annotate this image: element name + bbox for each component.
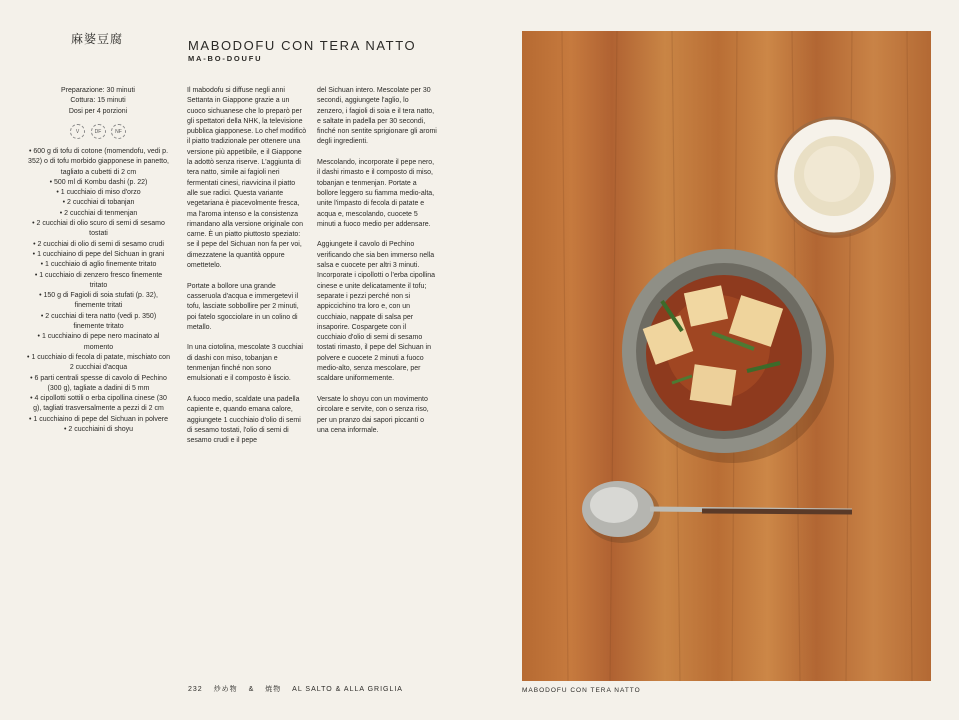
- ingredient-item: • 1 cucchiaio di zenzero fresco finemente tritato: [26, 271, 171, 292]
- section-jp: 炒め物: [213, 686, 238, 693]
- ingredient-item: • 6 parti centrali spesse di cavolo di Pechino (300 g), tagliate a dadini di 5 mm: [26, 374, 171, 395]
- ingredient-item: • 600 g di tofu di cotone (momendofu, vedi p. 352) o di tofu morbido giapponese in panetto, tagliato a cubetti di 2 cm: [26, 147, 171, 178]
- ingredient-item: • 2 cucchiai di tobanjan: [26, 198, 171, 208]
- method-paragraph: Portate a bollore una grande casseruola d'acqua e immergetevi il tofu, lasciate sobbollire per 2 minuti, poi fatelo sgocciolare in un colino di metallo.: [187, 282, 299, 331]
- diet-badges: [70, 124, 126, 139]
- method-paragraph: In una ciotolina, mescolate 3 cucchiai di dashi con miso, tobanjan e tenmenjan finché non sono emulsionati e il composto è liscio.: [187, 344, 303, 383]
- ingredient-item: • 1 cucchiaino di pepe del Sichuan in grani: [26, 250, 171, 260]
- dish-illustration: [522, 31, 931, 681]
- intro-paragraph: Il mabodofu si diffuse negli anni Settanta in Giappone grazie a un cuoco sichuanese che lo preparò per gli spettatori della NHK, la televisione pubblica giapponese. Lo chef modificò il piatto tradizionale per ottenere una versione più appetibile, e il Giappone la adottò senza riserve. L'aggiunta di tera natto, simile ai fagioli neri fermentati cinesi, riavvicina il piatto alle sue radici. Questa variante vegetariana è piacevolmente fresca, ma l'aroma intenso e la consistenza rimandano alla versione originale con carne. È un piatto piuttosto speziato: se il pepe del Sichuan non fa per voi, dimezzatene la quantità oppure omettetelo.: [187, 87, 307, 270]
- ingredient-item: • 2 cucchiai di tenmenjan: [26, 209, 171, 219]
- servings: Dosi per 4 porzioni: [68, 107, 128, 115]
- ingredient-item: • 2 cucchiai di olio di semi di sesamo crudi: [26, 240, 171, 250]
- page-footer: [188, 684, 411, 694]
- method-paragraph: del Sichuan intero. Mescolate per 30 secondi, aggiungete l'aglio, lo zenzero, i fagioli di soia e il tera natto, e saltate in padella per 30 secondi, finché non sentite sprigionare gli aromi degli ingredienti.: [317, 87, 437, 146]
- ingredient-item: • 1 cucchiaio di aglio finemente tritato: [26, 260, 171, 270]
- method-paragraph: A fuoco medio, scaldate una padella capiente e, quando emana calore, aggiungete 1 cucchiaio d'olio di semi di sesamo tostati, l'olio di semi di sesamo crudi e il pepe: [187, 395, 301, 445]
- dairy-free-badge: DF: [91, 124, 106, 139]
- section-jp-2: 焼物: [265, 686, 282, 693]
- section-amp: &: [248, 686, 255, 693]
- recipe-kanji-title: 麻婆豆腐: [70, 32, 123, 46]
- prep-time: Preparazione: 30 minuti: [61, 87, 135, 94]
- recipe-meta: [38, 86, 158, 117]
- ingredient-item: • 1 cucchiaino di pepe del Sichuan in polvere: [26, 415, 171, 425]
- ingredient-item: • 2 cucchiaini di shoyu: [26, 425, 171, 435]
- cook-time: Cottura: 15 minuti: [70, 97, 126, 105]
- method-column-2: [317, 86, 437, 446]
- section-it: AL SALTO & ALLA GRIGLIA: [292, 686, 403, 693]
- photo-caption: MABODOFU CON TERA NATTO: [522, 687, 641, 694]
- recipe-title: MABODOFU CON TERA NATTO: [188, 37, 417, 53]
- ingredient-item: • 500 ml di Kombu dashi (p. 22): [26, 178, 171, 188]
- ingredient-item: • 1 cucchiaio di fecola di patate, mischiato con 2 cucchiai d'acqua: [26, 353, 171, 374]
- ingredient-item: • 2 cucchiai di olio scuro di semi di sesamo tostati: [26, 219, 171, 240]
- ingredient-item: • 4 cipollotti sottili o erba cipollina cinese (30 g), tagliati trasversalmente a pezzi di 2 cm: [26, 394, 171, 415]
- method-paragraph: Versate lo shoyu con un movimento circolare e servite, con o senza riso, per un pranzo dai sapori piccanti o una cena informale.: [317, 395, 429, 434]
- vegan-badge: V: [70, 124, 85, 139]
- ingredient-item: • 1 cucchiaino di pepe nero macinato al momento: [26, 332, 171, 353]
- recipe-subtitle: MA-BO-DOUFU: [188, 54, 263, 63]
- ingredient-item: • 1 cucchiaio di miso d'orzo: [26, 188, 171, 198]
- method-paragraph: Aggiungete il cavolo di Pechino verificando che sia ben immerso nella salsa e cuocete per altri 3 minuti. Incorporate i cipollotti o l'erba cipollina cinese e unite delicatamente il tofu; separate i pezzi perché non si appiccichino tra loro e, con un cucchiaio, nappate di salsa per insaporire. Cospargete con il cucchiaio d'olio di semi di sesamo tostati rimasto, il pepe del Sichuan in polvere e cuocete 2 minuti a fuoco medio-alto, senza mescolare, per scaldare uniformemente.: [317, 241, 436, 383]
- nut-free-badge: NF: [111, 124, 126, 139]
- ingredient-item: • 150 g di Fagioli di soia stufati (p. 32), finemente tritati: [26, 291, 171, 312]
- page-number: 232: [188, 686, 203, 693]
- method-paragraph: Mescolando, incorporate il pepe nero, il dashi rimasto e il composto di miso, tobanjan e tenmenjan. Portate a bollore leggero su fiamma medio-alta, unite l'impasto di fecola di patate e acqua e, mescolando, cuocete 5 minuti a fuoco medio per addensare.: [317, 159, 435, 228]
- ingredient-list: [26, 147, 171, 435]
- method-column-1: [187, 86, 307, 457]
- dish-photo: [522, 31, 931, 681]
- ingredient-item: • 2 cucchiai di tera natto (vedi p. 350) finemente tritato: [26, 312, 171, 333]
